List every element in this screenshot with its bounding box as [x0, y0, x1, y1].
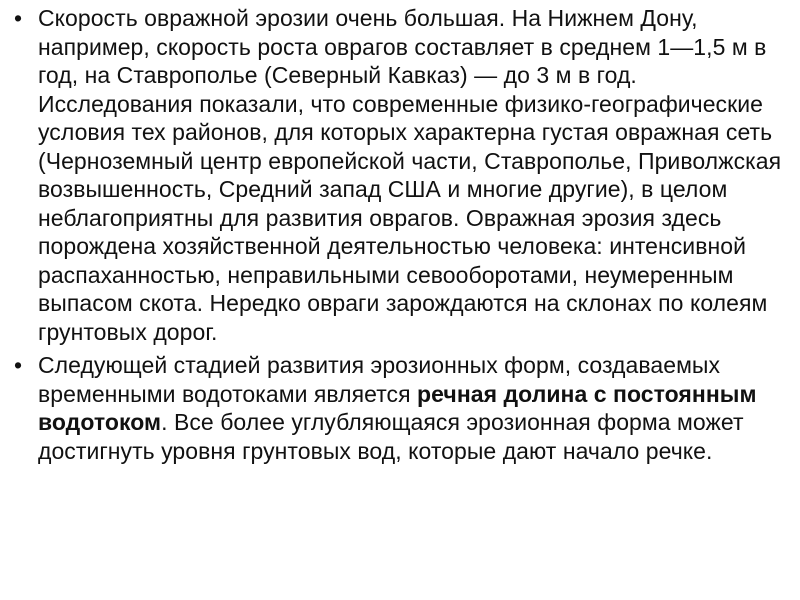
bullet-item-river-valley — [10, 351, 785, 465]
paragraph-text: Скорость овражной эрозии очень большая. На Нижнем Дону, например, скорость роста оврагов составляет в среднем 1—1,5 м в год, на Ставрополье (Северный Кавказ) — до 3 м в год. Исследования показали, что современные физико-географические условия тех районов, для которых характерна густая овражная сеть (Черноземный центр европейской части, Ставрополье, Приволжская возвышенность, Средний запад США и многие другие), в целом неблагоприятны для развития оврагов. Овражная эрозия здесь порождена хозяйственной деятельностью человека: интенсивной распаханностью, неправильными севооборотами, неумеренным выпасом скота. Нередко овраги зарождаются на склонах по колеям грунтовых дорог. — [38, 5, 782, 345]
paragraph-text-end: . Все более углубляющаяся эрозионная форма может достигнуть уровня грунтовых вод, которые дают начало речке. — [38, 409, 744, 464]
bullet-item-ravine-erosion — [10, 4, 785, 346]
paragraph-bold-term: речная долина с постоянным водотоком — [38, 380, 757, 435]
bullet-list — [10, 4, 785, 465]
bullet-icon: • — [14, 352, 23, 378]
paragraph-text-start: Следующей стадией развития эрозионных форм, создаваемых временными водотоками является — [38, 352, 721, 407]
bullet-icon: • — [14, 5, 23, 31]
